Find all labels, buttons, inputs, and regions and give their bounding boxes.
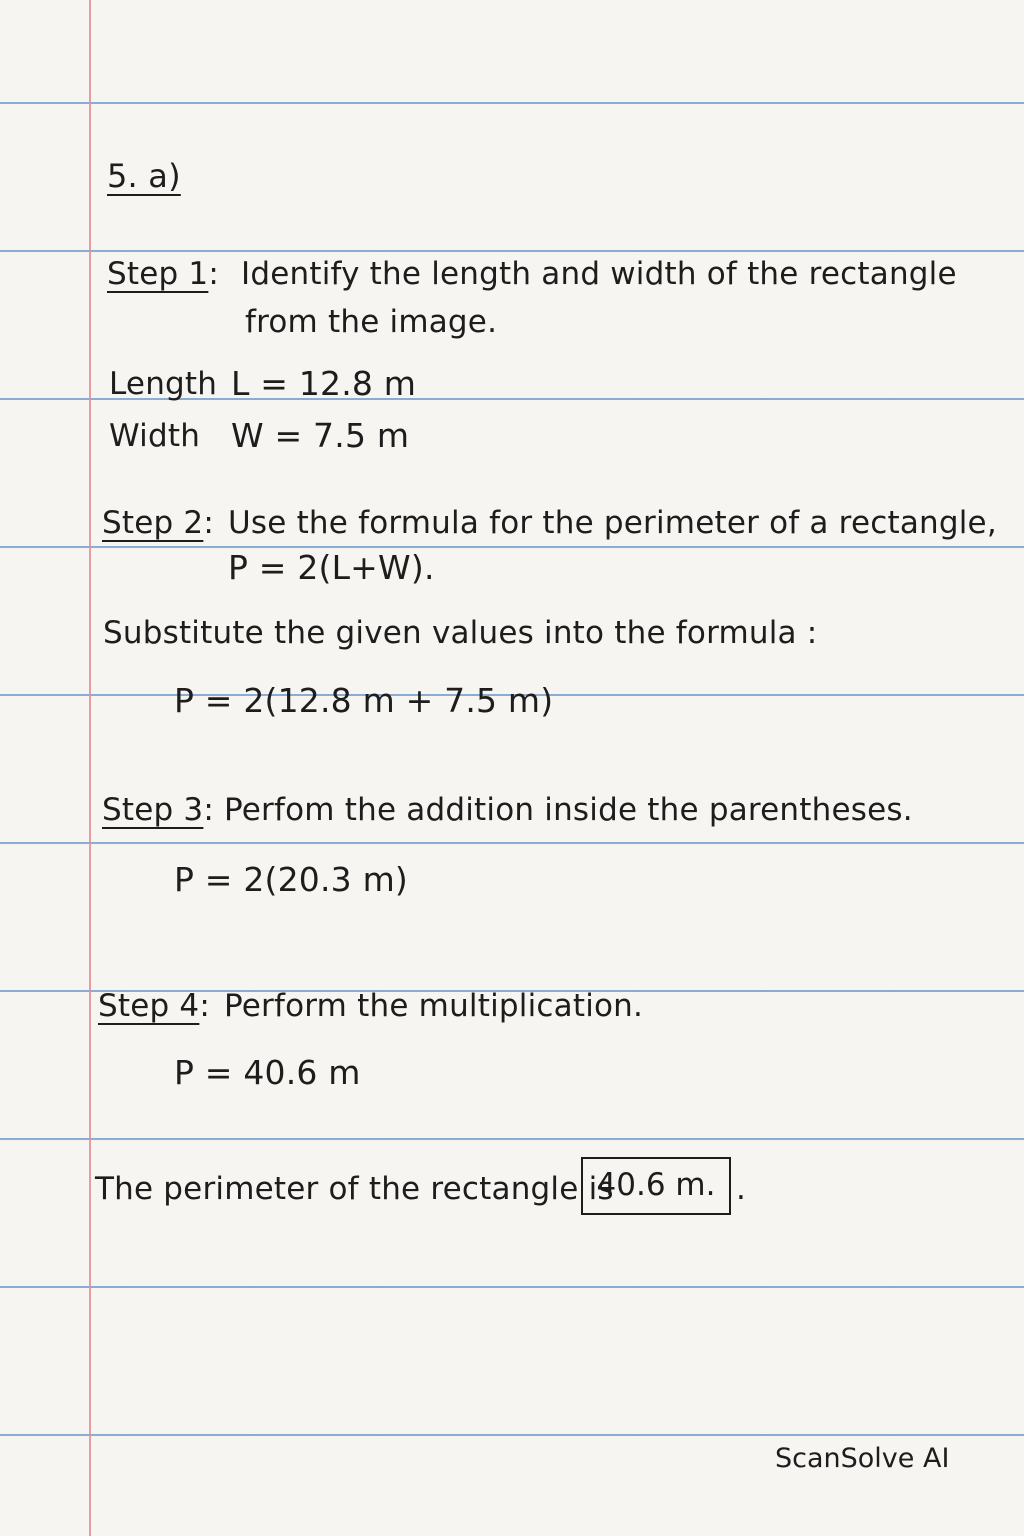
- step-3-heading: [102, 792, 214, 828]
- step-4-label: Step 4: [98, 988, 200, 1024]
- step-4-heading: [98, 988, 210, 1024]
- step-2-heading: [102, 505, 214, 541]
- step-1-text-line-2: from the image.: [245, 304, 498, 340]
- margin-line: [89, 0, 91, 1536]
- step-1-colon: :: [208, 256, 220, 292]
- step-3-equation: P = 2(20.3 m): [174, 860, 408, 899]
- substitute-text: Substitute the given values into the formula :: [103, 615, 818, 651]
- step-2-text-line-1: Use the formula for the perimeter of a rectangle,: [228, 505, 997, 541]
- watermark: ScanSolve AI: [775, 1443, 950, 1474]
- step-1-heading: [107, 256, 219, 292]
- step-1-label: Step 1: [107, 256, 209, 292]
- step-3-label: Step 3: [102, 792, 204, 828]
- step-3-colon: :: [203, 792, 215, 828]
- problem-label: 5. a): [107, 157, 181, 195]
- step-3-text: Perfom the addition inside the parentheses.: [224, 792, 913, 828]
- step-4-colon: :: [199, 988, 211, 1024]
- length-label: Length: [109, 366, 218, 402]
- width-label: Width: [109, 418, 201, 454]
- final-answer-box: 40.6 m.: [581, 1157, 731, 1215]
- conclusion-period: .: [736, 1171, 747, 1207]
- width-value: W = 7.5 m: [231, 416, 410, 455]
- conclusion-text: The perimeter of the rectangle is: [95, 1171, 614, 1207]
- step-4-text: Perform the multiplication.: [224, 988, 644, 1024]
- length-value: L = 12.8 m: [231, 364, 417, 403]
- step-2-equation: P = 2(12.8 m + 7.5 m): [174, 681, 554, 720]
- step-2-label: Step 2: [102, 505, 204, 541]
- step-2-formula: P = 2(L+W).: [228, 548, 435, 587]
- step-2-colon: :: [203, 505, 215, 541]
- step-1-text-line-1: Identify the length and width of the rectangle: [241, 256, 957, 292]
- step-4-equation: P = 40.6 m: [174, 1053, 361, 1092]
